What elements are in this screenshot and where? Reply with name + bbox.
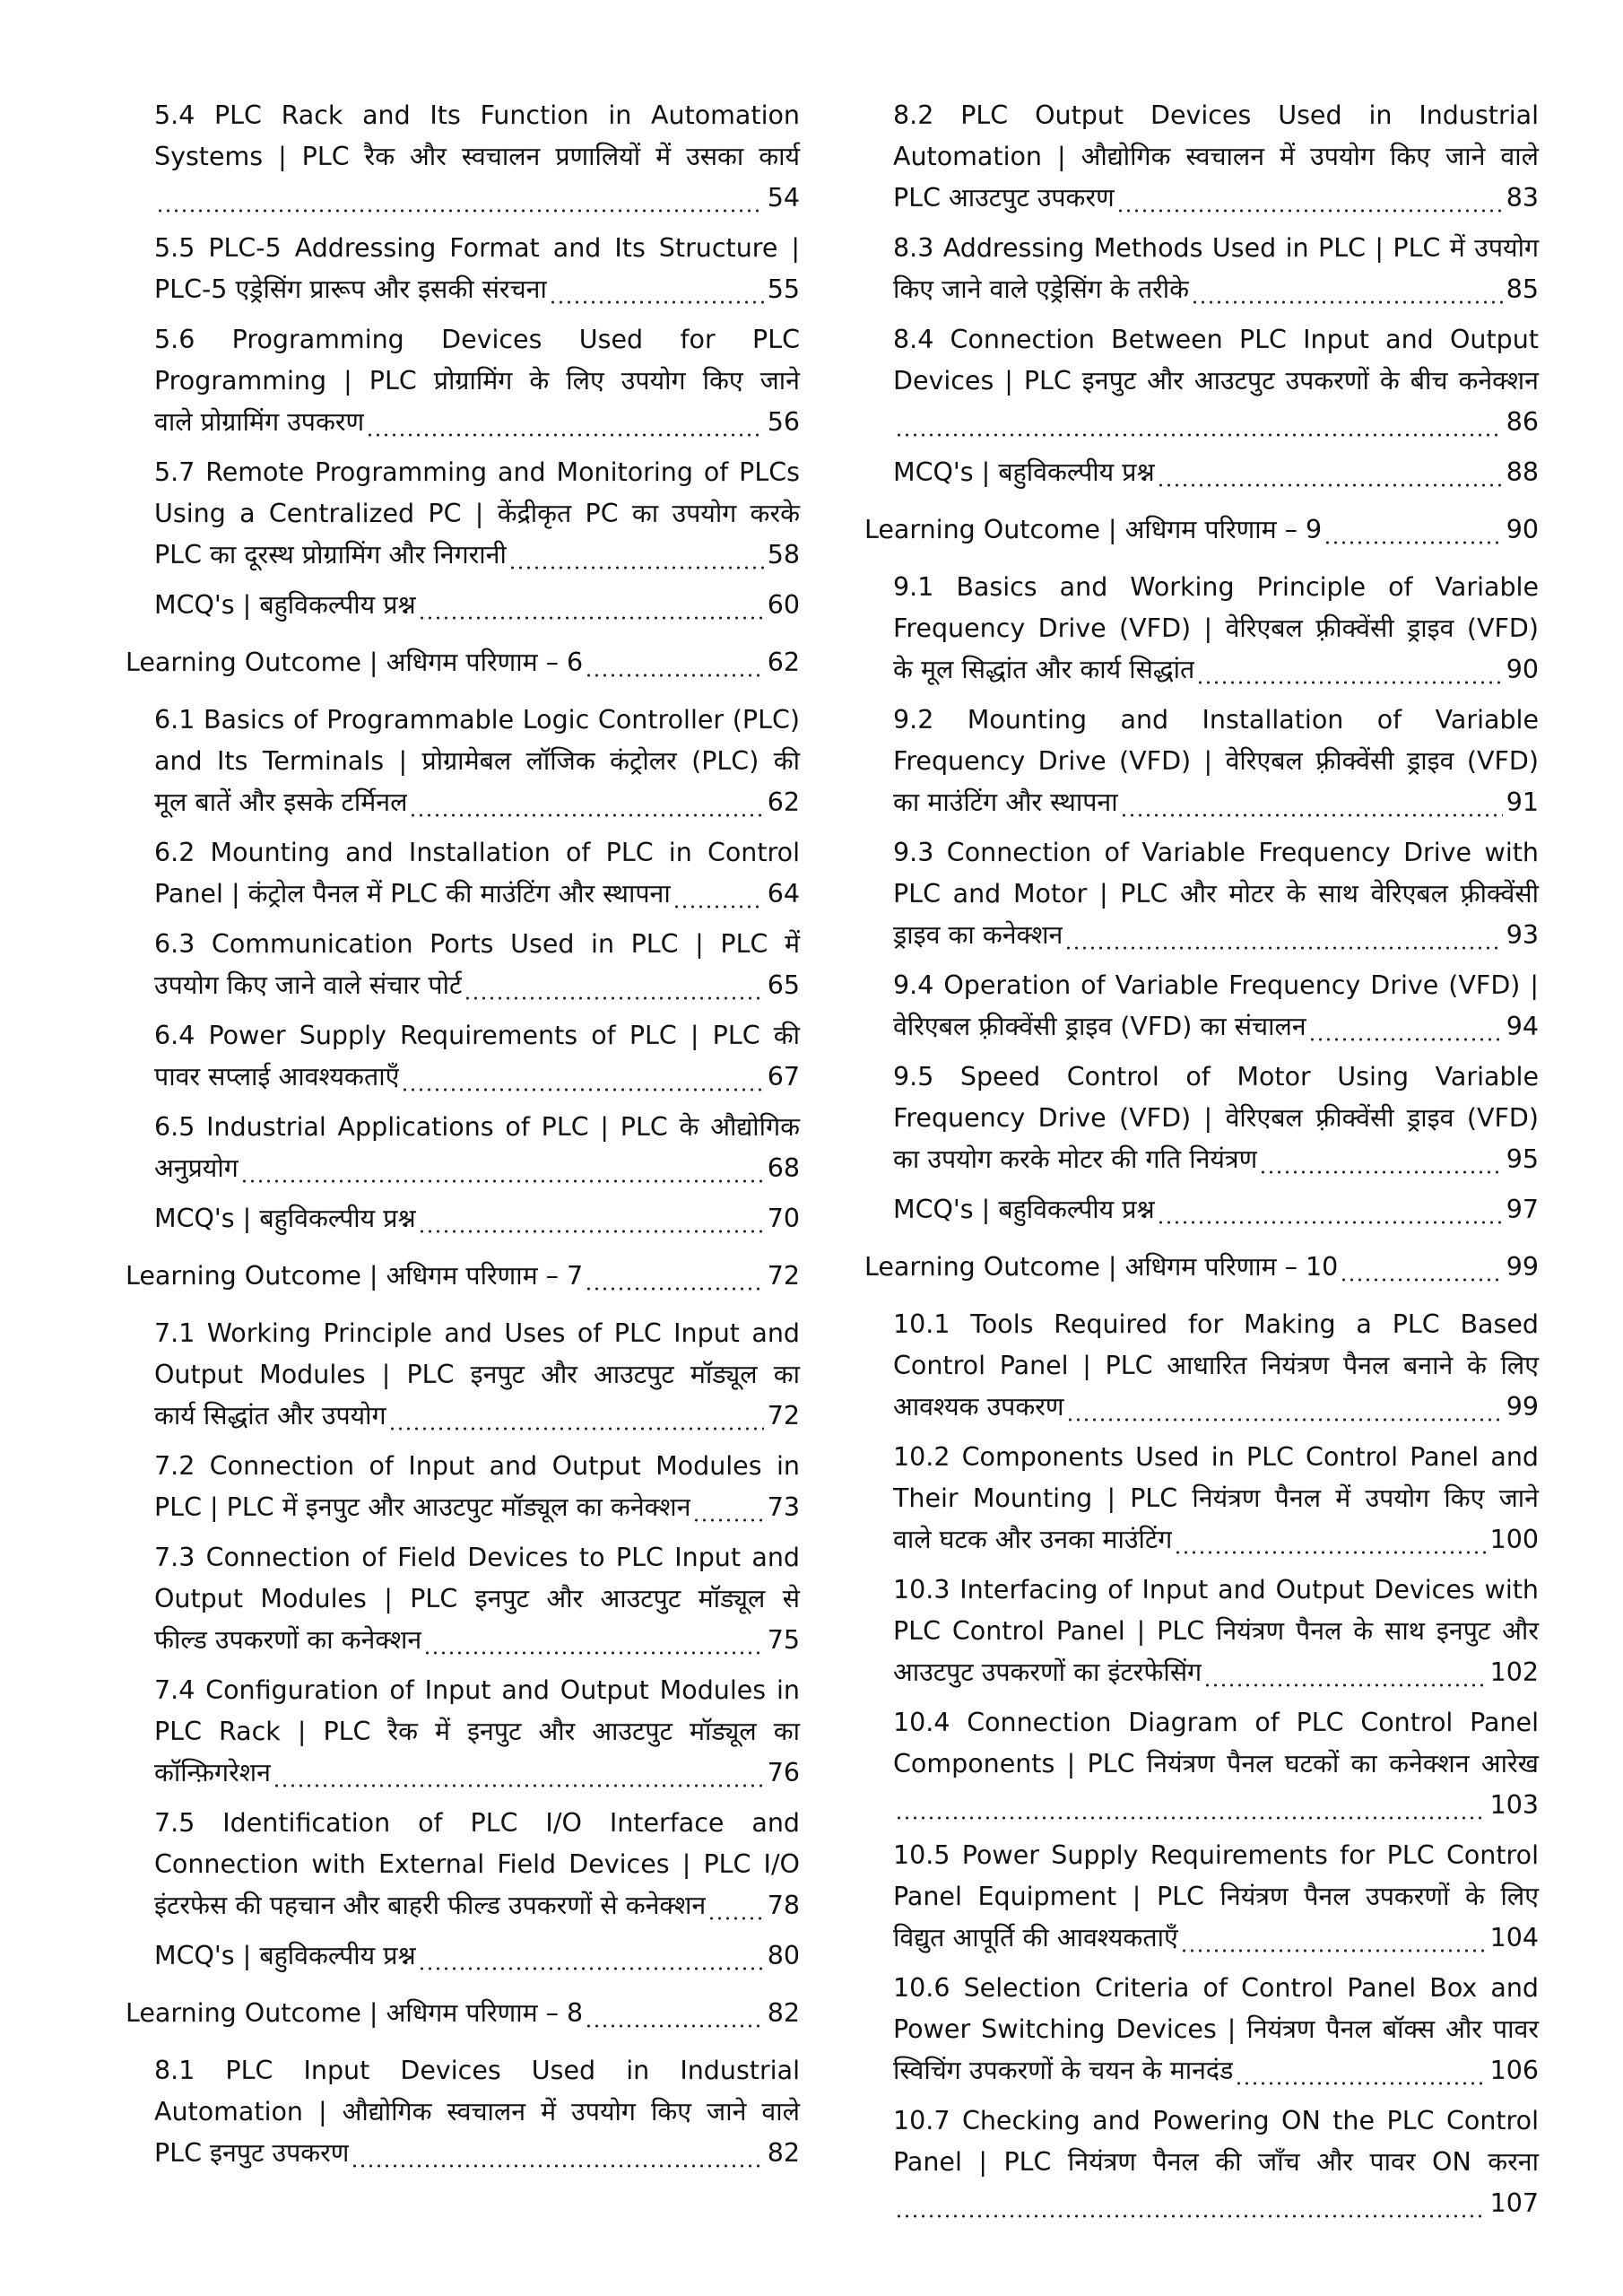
toc-entry-title: वाले प्रोग्रामिंग उपकरण xyxy=(154,407,365,437)
page-number: 80 xyxy=(767,1941,800,1970)
toc-entry[interactable] xyxy=(126,1015,800,1098)
toc-entry-leader-line xyxy=(893,402,1539,443)
toc-entry-line: 6.3 Communication Ports Used in PLC | PLC में xyxy=(154,929,800,959)
dot-leader xyxy=(1116,178,1503,219)
toc-entry-title: PLC | PLC में इनपुट और आउटपुट मॉड्यूल का कनेक्शन xyxy=(154,1492,691,1522)
toc-entry[interactable] xyxy=(864,1057,1539,1180)
dot-leader xyxy=(156,178,764,219)
toc-entry-leader-line xyxy=(893,2050,1539,2092)
toc-entry-leader-line xyxy=(154,1057,800,1098)
toc-entry-leader-line xyxy=(893,269,1539,310)
toc-entry[interactable] xyxy=(864,319,1539,443)
dot-leader xyxy=(240,1148,764,1189)
dot-leader xyxy=(1120,782,1503,823)
toc-entry-title: का माउंटिंग और स्थापना xyxy=(893,787,1118,817)
toc-entry[interactable] xyxy=(126,832,800,915)
page-number: 72 xyxy=(767,1261,800,1291)
toc-entry-leader-line xyxy=(154,585,800,626)
toc-entry-line: Frequency Drive (VFD) | वेरिएबल फ़्रीक्वेंसी ड्राइव (VFD) xyxy=(893,1103,1539,1133)
page-number: 100 xyxy=(1489,1525,1539,1554)
dot-leader xyxy=(585,1256,764,1297)
page-number: 75 xyxy=(767,1625,800,1655)
toc-learning-outcome-entry[interactable] xyxy=(864,509,1539,551)
toc-entry-title: Learning Outcome | अधिगम परिणाम – 6 xyxy=(126,648,584,677)
toc-entry-leader-line xyxy=(154,965,800,1006)
toc-entry-title: पावर सप्लाई आवश्यकताएँ xyxy=(154,1062,400,1091)
toc-entry[interactable] xyxy=(864,1189,1539,1231)
toc-entry[interactable] xyxy=(126,452,800,576)
toc-entry[interactable] xyxy=(864,832,1539,956)
toc-entry[interactable] xyxy=(864,1835,1539,1959)
toc-entry-line: Their Mounting | PLC नियंत्रण पैनल में उपयोग किए जाने xyxy=(893,1483,1539,1513)
toc-entry-leader-line xyxy=(154,1198,800,1239)
page-number: 54 xyxy=(767,183,800,213)
toc-entry-line: 7.2 Connection of Input and Output Modules in xyxy=(154,1451,800,1481)
toc-entry-title: स्विचिंग उपकरणों के चयन के मानदंड xyxy=(893,2056,1234,2085)
toc-entry[interactable] xyxy=(864,95,1539,219)
toc-entry[interactable] xyxy=(864,1304,1539,1428)
dot-leader xyxy=(351,2133,763,2174)
toc-entry[interactable] xyxy=(126,2050,800,2174)
dot-leader xyxy=(707,1885,764,1926)
page-number: 88 xyxy=(1506,457,1539,487)
page-number: 104 xyxy=(1489,1923,1539,1952)
toc-entry[interactable] xyxy=(126,95,800,219)
toc-entry-line: 6.2 Mounting and Installation of PLC in Control xyxy=(154,838,800,867)
toc-entry-title: Panel | कंट्रोल पैनल में PLC की माउंटिंग और स्थापना xyxy=(154,879,671,909)
page-number: 64 xyxy=(767,879,800,909)
page-number: 83 xyxy=(1506,183,1539,213)
toc-entry-leader-line xyxy=(893,782,1539,823)
toc-entry-title: Learning Outcome | अधिगम परिणाम – 10 xyxy=(864,1252,1339,1282)
toc-entry-line: PLC Rack | PLC रैक में इनपुट और आउटपुट मॉड्यूल का xyxy=(154,1717,800,1746)
toc-entry-leader-line xyxy=(154,1396,800,1437)
toc-entry-leader-line xyxy=(154,1935,800,1977)
toc-entry-leader-line xyxy=(893,1652,1539,1693)
dot-leader xyxy=(1066,1387,1503,1428)
toc-entry-leader-line xyxy=(154,1752,800,1794)
toc-learning-outcome-entry[interactable] xyxy=(126,1256,800,1297)
toc-entry-title: Learning Outcome | अधिगम परिणाम – 9 xyxy=(864,515,1323,544)
dot-leader xyxy=(464,965,763,1006)
toc-entry-line: Output Modules | PLC इनपुट और आउटपुट मॉड्यूल से xyxy=(154,1584,800,1613)
toc-entry-leader-line xyxy=(154,2133,800,2174)
toc-entry-title: MCQ's | बहुविकल्पीय प्रश्न xyxy=(154,1941,416,1970)
dot-leader xyxy=(1308,1006,1503,1048)
dot-leader xyxy=(549,269,764,310)
toc-entry-leader-line xyxy=(893,2183,1539,2224)
toc-entry-leader-line xyxy=(893,1387,1539,1428)
toc-entry-line: 8.3 Addressing Methods Used in PLC | PLC में उपयोग xyxy=(893,233,1539,263)
toc-entry[interactable] xyxy=(126,1935,800,1977)
toc-entry-line: Control Panel | PLC आधारित नियंत्रण पैनल बनाने के लिए xyxy=(893,1351,1539,1380)
toc-entry[interactable] xyxy=(864,452,1539,493)
toc-entry[interactable] xyxy=(864,228,1539,310)
toc-right-column xyxy=(864,95,1539,2233)
toc-entry[interactable] xyxy=(126,585,800,626)
page-number: 97 xyxy=(1506,1195,1539,1224)
toc-entry-line: Frequency Drive (VFD) | वेरिएबल फ़्रीक्वेंसी ड्राइव (VFD) xyxy=(893,613,1539,643)
toc-entry[interactable] xyxy=(126,1198,800,1239)
dot-leader xyxy=(1324,509,1503,551)
toc-entry[interactable] xyxy=(864,1570,1539,1693)
toc-entry-title: ड्राइव का कनेक्शन xyxy=(893,920,1063,950)
toc-entry-line: Devices | PLC इनपुट और आउटपुट उपकरणों के बीच कनेक्शन xyxy=(893,366,1539,396)
toc-entry[interactable] xyxy=(126,1670,800,1794)
toc-entry-line: 10.5 Power Supply Requirements for PLC Control xyxy=(893,1840,1539,1870)
page-number: 78 xyxy=(767,1891,800,1920)
toc-entry-leader-line xyxy=(154,782,800,823)
toc-entry-line: 6.1 Basics of Programmable Logic Controller (PLC) xyxy=(154,705,800,735)
page-number: 102 xyxy=(1489,1657,1539,1687)
toc-entry-leader-line xyxy=(893,915,1539,956)
page-number: 93 xyxy=(1506,920,1539,950)
page-number: 99 xyxy=(1506,1392,1539,1422)
toc-entry[interactable] xyxy=(864,1702,1539,1826)
toc-entry-title: PLC इनपुट उपकरण xyxy=(154,2138,350,2168)
toc-entry-leader-line xyxy=(154,535,800,576)
page-number: 90 xyxy=(1506,655,1539,684)
page-number: 106 xyxy=(1489,2056,1539,2085)
toc-entry[interactable] xyxy=(864,1968,1539,2092)
toc-entry-title: किए जाने वाले एड्रेसिंग के तरीके xyxy=(893,274,1189,304)
page-number: 65 xyxy=(767,970,800,1000)
page-number: 70 xyxy=(767,1204,800,1233)
dot-leader xyxy=(1174,1519,1486,1561)
toc-entry-title: कार्य सिद्धांत और उपयोग xyxy=(154,1401,386,1431)
toc-entry-title: Learning Outcome | अधिगम परिणाम – 7 xyxy=(126,1261,584,1291)
toc-entry-line: Connection with External Field Devices | PLC I/O xyxy=(154,1849,800,1879)
dot-leader xyxy=(895,1785,1487,1826)
page-number: 82 xyxy=(767,1998,800,2028)
page-number: 68 xyxy=(767,1153,800,1183)
page-number: 55 xyxy=(767,274,800,304)
toc-entry-title: MCQ's | बहुविकल्पीय प्रश्न xyxy=(154,590,416,620)
toc-entry-leader-line xyxy=(154,269,800,310)
toc-entry-title: अनुप्रयोग xyxy=(154,1153,239,1183)
toc-entry-line: Panel | PLC नियंत्रण पैनल की जाँच और पावर ON करना xyxy=(893,2147,1539,2177)
toc-entry-line: and Its Terminals | प्रोग्रामेबल लॉजिक कंट्रोलर (PLC) की xyxy=(154,746,800,776)
toc-entry-line: 7.3 Connection of Field Devices to PLC Input and xyxy=(154,1543,800,1572)
toc-entry-title: Learning Outcome | अधिगम परिणाम – 8 xyxy=(126,1998,584,2028)
toc-entry-line: 10.6 Selection Criteria of Control Panel Box and xyxy=(893,1973,1539,2003)
toc-entry[interactable] xyxy=(864,1437,1539,1561)
dot-leader xyxy=(1157,1189,1503,1231)
dot-leader xyxy=(673,874,764,915)
dot-leader xyxy=(418,1935,764,1977)
dot-leader xyxy=(1196,649,1502,691)
toc-entry-leader-line xyxy=(893,1139,1539,1180)
dot-leader xyxy=(1064,915,1502,956)
toc-entry-leader-line xyxy=(126,1993,800,2034)
dot-leader xyxy=(585,642,764,683)
toc-entry-title: PLC-5 एड्रेसिंग प्रारूप और इसकी संरचना xyxy=(154,274,547,304)
toc-entry-line: 8.4 Connection Between PLC Input and Output xyxy=(893,325,1539,354)
dot-leader xyxy=(401,1057,763,1098)
page-number: 56 xyxy=(767,407,800,437)
dot-leader xyxy=(366,402,764,443)
toc-left-column xyxy=(126,95,800,2183)
page-number: 94 xyxy=(1506,1012,1539,1041)
dot-leader xyxy=(508,535,764,576)
toc-entry-title: इंटरफेस की पहचान और बाहरी फील्ड उपकरणों से कनेक्शन xyxy=(154,1891,707,1920)
toc-entry-line: Automation | औद्योगिक स्वचालन में उपयोग किए जाने वाले xyxy=(893,142,1539,171)
toc-entry-line: 10.7 Checking and Powering ON the PLC Control xyxy=(893,2106,1539,2135)
toc-entry-title: मूल बातें और इसके टर्मिनल xyxy=(154,787,408,817)
toc-entry[interactable] xyxy=(126,1537,800,1661)
toc-entry-leader-line xyxy=(154,1148,800,1189)
toc-entry-line: 5.4 PLC Rack and Its Function in Automation xyxy=(154,100,800,130)
page-number: 99 xyxy=(1506,1252,1539,1282)
toc-learning-outcome-entry[interactable] xyxy=(864,1247,1539,1288)
dot-leader xyxy=(895,2183,1487,2224)
dot-leader xyxy=(388,1396,764,1437)
toc-entry-line: 7.4 Configuration of Input and Output Modules in xyxy=(154,1675,800,1705)
toc-entry[interactable] xyxy=(126,1803,800,1926)
page-number: 62 xyxy=(767,787,800,817)
toc-entry-leader-line xyxy=(893,1785,1539,1826)
dot-leader xyxy=(1340,1247,1502,1288)
toc-entry-line: 9.3 Connection of Variable Frequency Drive with xyxy=(893,838,1539,867)
toc-entry-line: Output Modules | PLC इनपुट और आउटपुट मॉड्यूल का xyxy=(154,1360,800,1389)
toc-entry-title: वेरिएबल फ़्रीक्वेंसी ड्राइव (VFD) का संचालन xyxy=(893,1012,1306,1041)
toc-entry-line: 9.2 Mounting and Installation of Variable xyxy=(893,705,1539,735)
toc-entry-line: 6.5 Industrial Applications of PLC | PLC के औद्योगिक xyxy=(154,1112,800,1142)
page-number: 72 xyxy=(767,1401,800,1431)
toc-entry-line: 10.1 Tools Required for Making a PLC Based xyxy=(893,1309,1539,1339)
toc-entry[interactable] xyxy=(864,567,1539,691)
toc-entry[interactable] xyxy=(864,2100,1539,2224)
toc-entry-title: आवश्यक उपकरण xyxy=(893,1392,1064,1422)
toc-entry-line: Components | PLC नियंत्रण पैनल घटकों का कनेक्शन आरेख xyxy=(893,1749,1539,1779)
dot-leader xyxy=(418,585,764,626)
page-number: 58 xyxy=(767,540,800,570)
toc-entry[interactable] xyxy=(864,965,1539,1048)
page-number: 86 xyxy=(1506,407,1539,437)
page-number: 76 xyxy=(767,1758,800,1787)
toc-entry-line: 9.1 Basics and Working Principle of Variable xyxy=(893,572,1539,602)
page-number: 73 xyxy=(767,1492,800,1522)
toc-entry-leader-line xyxy=(893,452,1539,493)
toc-entry-leader-line xyxy=(154,1885,800,1926)
page-number: 62 xyxy=(767,648,800,677)
toc-entry[interactable] xyxy=(126,700,800,823)
toc-entry-title: वाले घटक और उनका माउंटिंग xyxy=(893,1525,1173,1554)
toc-entry-leader-line xyxy=(893,1006,1539,1048)
toc-entry-leader-line xyxy=(126,642,800,683)
toc-entry-leader-line xyxy=(154,874,800,915)
toc-entry-line: Automation | औद्योगिक स्वचालन में उपयोग किए जाने वाले xyxy=(154,2097,800,2126)
toc-entry-line: 8.1 PLC Input Devices Used in Industrial xyxy=(154,2056,800,2085)
toc-entry[interactable] xyxy=(126,924,800,1006)
toc-entry-leader-line xyxy=(893,1519,1539,1561)
dot-leader xyxy=(1180,1918,1487,1959)
toc-entry-title: MCQ's | बहुविकल्पीय प्रश्न xyxy=(154,1204,416,1233)
toc-entry-title: फील्ड उपकरणों का कनेक्शन xyxy=(154,1625,422,1655)
toc-entry-line: Using a Centralized PC | केंद्रीकृत PC का उपयोग करके xyxy=(154,499,800,528)
dot-leader xyxy=(1259,1139,1502,1180)
toc-entry-line: 10.3 Interfacing of Input and Output Devices with xyxy=(893,1575,1539,1605)
toc-entry-leader-line xyxy=(154,1620,800,1661)
toc-learning-outcome-entry[interactable] xyxy=(126,1993,800,2034)
toc-entry-title: आउटपुट उपकरणों का इंटरफेसिंग xyxy=(893,1657,1202,1687)
toc-entry-leader-line xyxy=(154,402,800,443)
toc-entry-line: 8.2 PLC Output Devices Used in Industrial xyxy=(893,100,1539,130)
toc-entry[interactable] xyxy=(126,1107,800,1189)
toc-entry-leader-line xyxy=(126,1256,800,1297)
toc-entry-line: 5.5 PLC-5 Addressing Format and Its Structure | xyxy=(154,233,800,263)
toc-entry-line: Frequency Drive (VFD) | वेरिएबल फ़्रीक्वेंसी ड्राइव (VFD) xyxy=(893,746,1539,776)
toc-entry-title: MCQ's | बहुविकल्पीय प्रश्न xyxy=(893,1195,1155,1224)
toc-entry-line: 5.7 Remote Programming and Monitoring of PLCs xyxy=(154,457,800,487)
toc-entry-line: Programming | PLC प्रोग्रामिंग के लिए उपयोग किए जाने xyxy=(154,366,800,396)
toc-entry-title: के मूल सिद्धांत और कार्य सिद्धांत xyxy=(893,655,1195,684)
dot-leader xyxy=(273,1752,764,1794)
toc-entry-leader-line xyxy=(864,1247,1539,1288)
page-number: 82 xyxy=(767,2138,800,2168)
toc-entry[interactable] xyxy=(864,700,1539,823)
toc-learning-outcome-entry[interactable] xyxy=(126,642,800,683)
toc-entry-title: का उपयोग करके मोटर की गति नियंत्रण xyxy=(893,1144,1258,1174)
dot-leader xyxy=(895,402,1503,443)
toc-entry-leader-line xyxy=(154,178,800,219)
toc-entry-leader-line xyxy=(893,1918,1539,1959)
toc-entry-line: Systems | PLC रैक और स्वचालन प्रणालियों में उसका कार्य xyxy=(154,142,800,171)
toc-entry-title: कॉन्फ़िगरेशन xyxy=(154,1758,271,1787)
dot-leader xyxy=(423,1620,764,1661)
dot-leader xyxy=(409,782,763,823)
toc-entry-line: Power Switching Devices | नियंत्रण पैनल बॉक्स और पावर xyxy=(893,2014,1539,2044)
toc-entry-leader-line xyxy=(893,649,1539,691)
page-number: 95 xyxy=(1506,1144,1539,1174)
toc-entry-leader-line xyxy=(893,1189,1539,1231)
page-number: 90 xyxy=(1506,515,1539,544)
toc-entry-line: PLC and Motor | PLC और मोटर के साथ वेरिएबल फ़्रीक्वेंसी xyxy=(893,879,1539,909)
toc-entry-line: 10.4 Connection Diagram of PLC Control Panel xyxy=(893,1708,1539,1737)
page-number: 67 xyxy=(767,1062,800,1091)
dot-leader xyxy=(1191,269,1503,310)
toc-entry-title: PLC आउटपुट उपकरण xyxy=(893,183,1115,213)
toc-entry-leader-line xyxy=(864,509,1539,551)
toc-entry[interactable] xyxy=(126,1446,800,1528)
toc-entry-line: 6.4 Power Supply Requirements of PLC | PLC की xyxy=(154,1021,800,1050)
toc-entry-title: PLC का दूरस्थ प्रोग्रामिंग और निगरानी xyxy=(154,540,507,570)
dot-leader xyxy=(1203,1652,1486,1693)
toc-entry-title: MCQ's | बहुविकल्पीय प्रश्न xyxy=(893,457,1155,487)
dot-leader xyxy=(1235,2050,1486,2092)
toc-entry-line: 9.5 Speed Control of Motor Using Variable xyxy=(893,1062,1539,1091)
toc-entry-leader-line xyxy=(893,178,1539,219)
toc-entry-line: 7.1 Working Principle and Uses of PLC Input and xyxy=(154,1318,800,1348)
dot-leader xyxy=(692,1487,763,1528)
toc-entry-line: 9.4 Operation of Variable Frequency Drive (VFD) | xyxy=(893,970,1539,1000)
page-number: 107 xyxy=(1489,2188,1539,2218)
toc-entry[interactable] xyxy=(126,228,800,310)
toc-entry-line: 7.5 Identification of PLC I/O Interface and xyxy=(154,1808,800,1838)
toc-entry-line: Panel Equipment | PLC नियंत्रण पैनल उपकरणों के लिए xyxy=(893,1882,1539,1911)
page-number: 60 xyxy=(767,590,800,620)
page-number: 91 xyxy=(1506,787,1539,817)
toc-entry-leader-line xyxy=(154,1487,800,1528)
toc-entry-line: 10.2 Components Used in PLC Control Panel and xyxy=(893,1442,1539,1472)
dot-leader xyxy=(418,1198,764,1239)
toc-entry[interactable] xyxy=(126,319,800,443)
page-number: 103 xyxy=(1489,1790,1539,1820)
toc-entry-line: PLC Control Panel | PLC नियंत्रण पैनल के साथ इनपुट और xyxy=(893,1616,1539,1646)
page-number: 85 xyxy=(1506,274,1539,304)
dot-leader xyxy=(585,1993,764,2034)
toc-entry-title: उपयोग किए जाने वाले संचार पोर्ट xyxy=(154,970,463,1000)
dot-leader xyxy=(1157,452,1503,493)
toc-entry-line: 5.6 Programming Devices Used for PLC xyxy=(154,325,800,354)
toc-entry-title: विद्युत आपूर्ति की आवश्यकताएँ xyxy=(893,1923,1178,1952)
toc-entry[interactable] xyxy=(126,1313,800,1437)
